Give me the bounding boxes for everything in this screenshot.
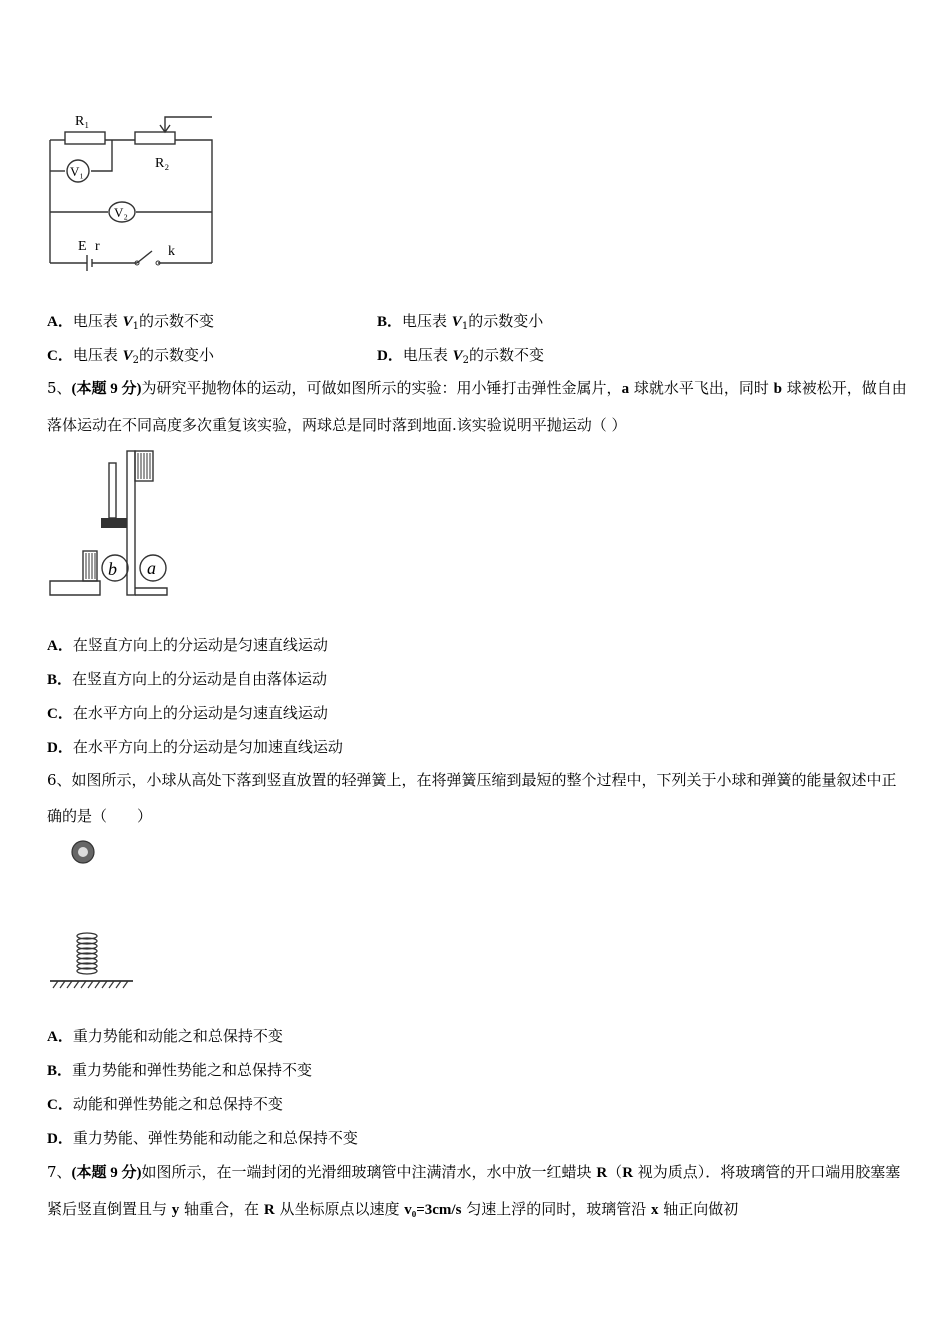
ball-b-label: b [108,559,117,579]
wax-block-ref: R [263,1202,275,1218]
option-label: B． [47,672,73,688]
ball-a-ref: a [621,381,630,397]
variable: V [122,314,133,330]
option-text: 在水平方向上的分运动是匀加速直线运动 [72,738,343,756]
q5-option-d[interactable] [47,736,343,757]
ball-a-label: a [147,558,156,578]
question-text: 球被松开，做自由落体运动在不同高度多次重复该实验，两球总是同时落到地面.该实验说明平抛运动（ ） [47,379,907,434]
option-label: B． [377,314,403,330]
option-text: 的示数不变 [139,312,215,330]
option-text: 在竖直方向上的分运动是匀速直线运动 [72,636,328,654]
variable: V [122,348,133,364]
circuit-diagram [40,105,220,275]
q6-question-text [47,762,907,834]
option-text: 电压表 [72,312,123,330]
q5-question-text [47,370,907,443]
q6-option-c[interactable] [47,1093,283,1114]
question-text: 球就水平飞出，同时 [629,379,774,397]
question-text: 匀速上浮的同时，玻璃管沿 [461,1200,651,1218]
subscript: 2 [132,355,140,366]
question-text: 如图所示，在一端封闭的光滑细玻璃管中注满清水，水中放一红蜡块 [141,1163,597,1181]
option-label: D． [47,740,73,756]
option-label: C． [47,348,73,364]
question-score: (本题 9 分) [71,381,142,397]
question-score: (本题 9 分) [71,1165,142,1181]
option-text: 电压表 [72,346,123,364]
option-text: 的示数变小 [139,346,215,364]
subscript: 1 [132,321,140,332]
v1-label: V₁ [70,164,84,179]
question-text: 如图所示，小球从高处下落到竖直放置的轻弹簧上，在将弹簧压缩到最短的整个过程中，下列关于小球和弹簧的能量叙述中正确的是（ ） [47,771,897,825]
question-text: 为研究平抛物体的运动，可做如图所示的实验：用小锤打击弹性金属片， [141,379,622,397]
r2-rheostat [135,132,175,144]
question-text: 轴正向做初 [658,1200,739,1218]
q5-option-b[interactable] [47,668,327,689]
question-number: 7、 [47,1163,72,1181]
option-text: 的示数不变 [469,346,545,364]
r2-label: R₂ [155,156,170,171]
elastic-metal-strip [101,518,127,528]
ball-b-ref: b [773,381,782,397]
q4-option-b[interactable] [377,310,543,332]
projectile-apparatus [45,448,175,603]
wax-block-ref: R [596,1165,608,1181]
option-text: 在竖直方向上的分运动是自由落体运动 [72,670,328,688]
r1-resistor [65,132,105,144]
subscript: 1 [461,321,469,332]
q7-question-text [47,1154,907,1228]
ground [50,981,133,988]
question-number: 5、 [47,379,72,397]
x-axis-ref: x [650,1202,659,1218]
wax-block-ref: R [622,1165,634,1181]
spring-ball-figure [45,838,140,998]
spring-ball [45,838,140,998]
option-text: 重力势能、弹性势能和动能之和总保持不变 [72,1129,358,1147]
subscript: 2 [462,355,470,366]
v2-label: V₂ [114,205,128,220]
ball-highlight [78,847,88,857]
q4-option-c[interactable] [47,344,214,366]
option-text: 动能和弹性势能之和总保持不变 [72,1095,283,1113]
q6-option-b[interactable] [47,1059,312,1080]
question-text: 轴重合，在 [179,1200,264,1218]
q6-option-a[interactable] [47,1025,283,1046]
internal-resistance-label: r [95,239,100,254]
option-label: C． [47,1097,73,1113]
question-text: 从坐标原点以速度 [274,1200,405,1218]
option-text: 电压表 [402,346,453,364]
spring [77,933,97,974]
option-label: A． [47,314,73,330]
option-label: A． [47,638,73,654]
q5-option-a[interactable] [47,634,328,655]
q6-option-d[interactable] [47,1127,358,1148]
q4-option-a[interactable] [47,310,214,332]
option-label: D． [47,1131,73,1147]
q5-option-c[interactable] [47,702,328,723]
question-number: 6、 [47,771,72,789]
question-text: 视为质点）．将玻璃管的开口端用胶塞塞紧后竖直倒置且与 [47,1163,901,1218]
option-text: 重力势能和弹性势能之和总保持不变 [72,1061,313,1079]
q4-option-d[interactable] [377,344,544,366]
projectile-apparatus-figure [45,448,175,603]
initial-speed: v₀=3cm/s [404,1202,462,1218]
variable: V [452,348,463,364]
option-label: C． [47,706,73,722]
option-text: 在水平方向上的分运动是匀速直线运动 [72,704,328,722]
option-text: 重力势能和动能之和总保持不变 [72,1027,283,1045]
option-text: 的示数变小 [468,312,544,330]
emf-label: E [78,239,87,254]
option-text: 电压表 [402,312,452,330]
option-label: B． [47,1063,73,1079]
r1-label: R₁ [75,114,90,129]
option-label: D． [377,348,403,364]
variable: V [451,314,462,330]
switch-label: k [168,244,175,259]
question-text: （ [607,1163,623,1181]
option-label: A． [47,1029,73,1045]
circuit-figure [40,105,220,275]
y-axis-ref: y [171,1202,180,1218]
